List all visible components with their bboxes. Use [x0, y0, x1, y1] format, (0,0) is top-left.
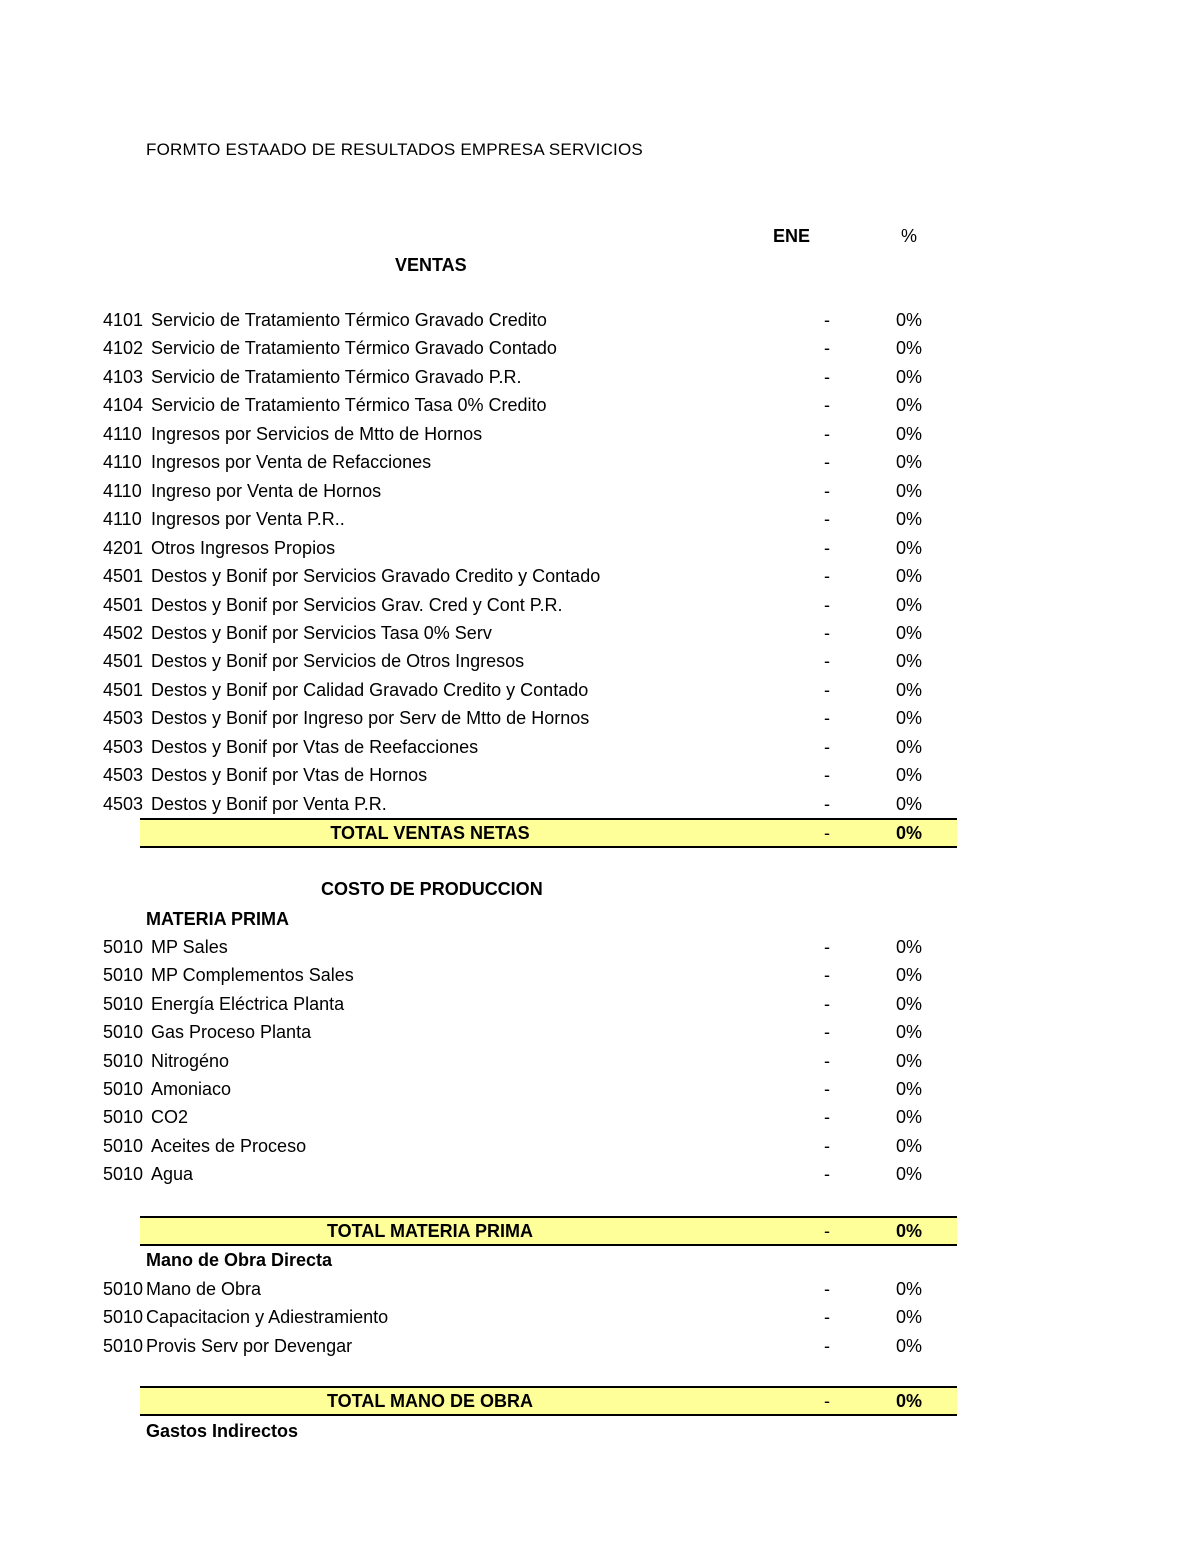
account-code: 4501 — [103, 566, 144, 587]
percent-value: 0% — [896, 622, 923, 643]
account-label: Ingreso por Venta de Hornos — [151, 480, 382, 501]
account-code: 5010 — [103, 993, 144, 1014]
month-value: - — [824, 594, 830, 615]
percent-value: 0% — [896, 793, 923, 814]
table-row — [0, 367, 960, 395]
subsection-heading-gastos-indirectos: Gastos Indirectos — [146, 1421, 299, 1441]
percent-value: 0% — [896, 1279, 923, 1299]
percent-value: 0% — [896, 423, 923, 444]
account-label: Destos y Bonif por Venta P.R. — [151, 793, 387, 814]
table-row — [0, 338, 960, 366]
total-row-ventas — [140, 818, 957, 848]
account-label: Destos y Bonif por Servicios de Otros Ingresos — [151, 651, 525, 672]
account-code: 4104 — [103, 395, 144, 416]
table-row — [0, 708, 960, 736]
account-label: Destos y Bonif por Servicios Gravado Credito y Contado — [151, 566, 601, 587]
account-code: 4110 — [103, 423, 142, 444]
total-row-mano-obra — [140, 1386, 957, 1416]
account-label: Ingresos por Venta de Refacciones — [151, 452, 432, 473]
month-value: - — [824, 509, 830, 530]
account-label: MP Complementos Sales — [151, 965, 354, 986]
column-header-month: ENE — [773, 226, 811, 246]
month-value: - — [824, 793, 830, 814]
table-row — [0, 737, 960, 765]
account-code: 4102 — [103, 338, 144, 359]
percent-value: 0% — [896, 366, 923, 387]
account-code: 4503 — [103, 793, 144, 814]
percent-value: 0% — [896, 993, 923, 1014]
month-value: - — [824, 338, 830, 359]
month-value: - — [824, 965, 830, 986]
total-value: - — [824, 1221, 830, 1241]
percent-value: 0% — [896, 1164, 923, 1185]
month-value: - — [824, 1279, 830, 1299]
total-percent: 0% — [896, 1221, 923, 1241]
account-code: 5010 — [103, 937, 144, 957]
percent-value: 0% — [896, 965, 923, 986]
month-value: - — [824, 736, 830, 757]
month-value: - — [824, 395, 830, 416]
account-code: 5010 — [103, 1079, 144, 1099]
account-code: 4502 — [103, 622, 144, 643]
table-row — [0, 680, 960, 708]
percent-value: 0% — [896, 736, 923, 757]
table-row — [0, 538, 960, 566]
account-code: 4503 — [103, 708, 144, 729]
month-value: - — [824, 1107, 830, 1128]
total-row-materia-prima — [140, 1216, 957, 1246]
percent-value: 0% — [896, 310, 923, 330]
account-code: 4103 — [103, 366, 144, 387]
month-value: - — [824, 537, 830, 558]
percent-value: 0% — [896, 1079, 923, 1099]
percent-value: 0% — [896, 937, 923, 957]
account-label: Mano de Obra — [146, 1279, 262, 1299]
account-code: 5010 — [103, 1107, 144, 1128]
account-label: Destos y Bonif por Servicios Grav. Cred y Cont P.R. — [151, 594, 563, 615]
table-row — [0, 509, 960, 537]
total-label: TOTAL MATERIA PRIMA — [327, 1221, 533, 1241]
subsection-heading-mano-obra: Mano de Obra Directa — [146, 1250, 333, 1270]
section-heading-ventas: VENTAS — [395, 255, 467, 275]
total-value: - — [824, 1391, 830, 1411]
percent-value: 0% — [896, 480, 923, 501]
account-code: 4110 — [103, 480, 142, 501]
account-label: Destos y Bonif por Calidad Gravado Credito y Contado — [151, 679, 589, 700]
account-code: 4501 — [103, 651, 144, 672]
account-label: CO2 — [151, 1107, 189, 1128]
table-row — [0, 1107, 960, 1135]
account-code: 4503 — [103, 765, 144, 786]
account-code: 5010 — [103, 965, 144, 986]
table-row — [0, 1051, 960, 1079]
percent-value: 0% — [896, 1335, 923, 1356]
month-value: - — [824, 937, 830, 957]
month-value: - — [824, 993, 830, 1014]
percent-value: 0% — [896, 1307, 923, 1328]
month-value: - — [824, 1050, 830, 1071]
month-value: - — [824, 566, 830, 587]
month-value: - — [824, 310, 830, 330]
month-value: - — [824, 423, 830, 444]
account-label: MP Sales — [151, 937, 228, 957]
account-label: Servicio de Tratamiento Térmico Gravado P.R. — [151, 366, 522, 387]
percent-value: 0% — [896, 452, 923, 473]
account-label: Provis Serv por Devengar — [146, 1335, 353, 1356]
table-row — [0, 651, 960, 679]
table-row — [0, 1079, 960, 1107]
percent-value: 0% — [896, 395, 923, 416]
table-row — [0, 937, 960, 965]
percent-value: 0% — [896, 537, 923, 558]
account-code: 5010 — [103, 1022, 144, 1043]
month-value: - — [824, 651, 830, 672]
total-label: TOTAL MANO DE OBRA — [327, 1391, 533, 1411]
month-value: - — [824, 452, 830, 473]
table-row — [0, 965, 960, 993]
percent-value: 0% — [896, 1022, 923, 1043]
table-row — [0, 1307, 960, 1335]
percent-value: 0% — [896, 509, 923, 530]
account-label: Amoniaco — [151, 1079, 232, 1099]
percent-value: 0% — [896, 1107, 923, 1128]
account-code: 5010 — [103, 1164, 144, 1185]
table-row — [0, 1136, 960, 1164]
account-label: Ingresos por Venta P.R.. — [151, 509, 345, 530]
table-row — [0, 1279, 960, 1307]
subsection-heading-materia-prima: MATERIA PRIMA — [146, 909, 289, 929]
account-code: 5010 — [103, 1279, 144, 1299]
month-value: - — [824, 480, 830, 501]
account-label: Destos y Bonif por Vtas de Hornos — [151, 765, 428, 786]
month-value: - — [824, 765, 830, 786]
percent-value: 0% — [896, 1135, 923, 1156]
account-label: Ingresos por Servicios de Mtto de Hornos — [151, 423, 483, 444]
account-code: 5010 — [103, 1135, 144, 1156]
total-percent: 0% — [896, 1391, 923, 1411]
month-value: - — [824, 1164, 830, 1185]
table-row — [0, 452, 960, 480]
account-code: 4110 — [103, 452, 142, 473]
account-label: Servicio de Tratamiento Térmico Tasa 0% Credito — [151, 395, 547, 416]
percent-value: 0% — [896, 338, 923, 359]
account-label: Destos y Bonif por Servicios Tasa 0% Serv — [151, 622, 492, 643]
month-value: - — [824, 708, 830, 729]
column-header-percent: % — [901, 226, 918, 246]
percent-value: 0% — [896, 1050, 923, 1071]
account-label: Otros Ingresos Propios — [151, 537, 336, 558]
account-code: 4501 — [103, 679, 144, 700]
account-label: Destos y Bonif por Vtas de Reefacciones — [151, 736, 479, 757]
table-row — [0, 1164, 960, 1192]
account-code: 4503 — [103, 736, 144, 757]
month-value: - — [824, 1079, 830, 1099]
section-heading-costo: COSTO DE PRODUCCION — [321, 879, 543, 899]
table-row — [0, 310, 960, 338]
percent-value: 0% — [896, 566, 923, 587]
account-label: Agua — [151, 1164, 194, 1185]
account-code: 4201 — [103, 537, 144, 558]
percent-value: 0% — [896, 594, 923, 615]
report-title: FORMTO ESTAADO DE RESULTADOS EMPRESA SERVICIOS — [146, 140, 643, 159]
month-value: - — [824, 622, 830, 643]
account-label: Energía Eléctrica Planta — [151, 993, 345, 1014]
account-code: 5010 — [103, 1307, 144, 1328]
percent-value: 0% — [896, 765, 923, 786]
percent-value: 0% — [896, 679, 923, 700]
account-label: Servicio de Tratamiento Térmico Gravado Credito — [151, 310, 547, 330]
account-label: Gas Proceso Planta — [151, 1022, 312, 1043]
table-row — [0, 395, 960, 423]
table-row — [0, 623, 960, 651]
account-label: Nitrogéno — [151, 1050, 230, 1071]
month-value: - — [824, 1307, 830, 1328]
account-label: Destos y Bonif por Ingreso por Serv de Mtto de Hornos — [151, 708, 590, 729]
table-row — [0, 595, 960, 623]
table-row — [0, 765, 960, 793]
month-value: - — [824, 679, 830, 700]
account-code: 4101 — [103, 310, 144, 330]
total-percent: 0% — [896, 823, 923, 843]
account-code: 4501 — [103, 594, 144, 615]
month-value: - — [824, 1135, 830, 1156]
percent-value: 0% — [896, 708, 923, 729]
month-value: - — [824, 1022, 830, 1043]
table-row — [0, 994, 960, 1022]
account-code: 5010 — [103, 1335, 144, 1356]
table-row — [0, 481, 960, 509]
table-row — [0, 424, 960, 452]
table-row — [0, 566, 960, 594]
account-code: 4110 — [103, 509, 142, 530]
month-value: - — [824, 366, 830, 387]
table-row — [0, 1336, 960, 1364]
total-value: - — [824, 823, 830, 843]
total-label: TOTAL VENTAS NETAS — [330, 823, 530, 843]
account-label: Aceites de Proceso — [151, 1135, 307, 1156]
account-code: 5010 — [103, 1050, 144, 1071]
month-value: - — [824, 1335, 830, 1356]
account-label: Servicio de Tratamiento Térmico Gravado Contado — [151, 338, 557, 359]
table-row — [0, 1022, 960, 1050]
percent-value: 0% — [896, 651, 923, 672]
account-label: Capacitacion y Adiestramiento — [146, 1307, 389, 1328]
